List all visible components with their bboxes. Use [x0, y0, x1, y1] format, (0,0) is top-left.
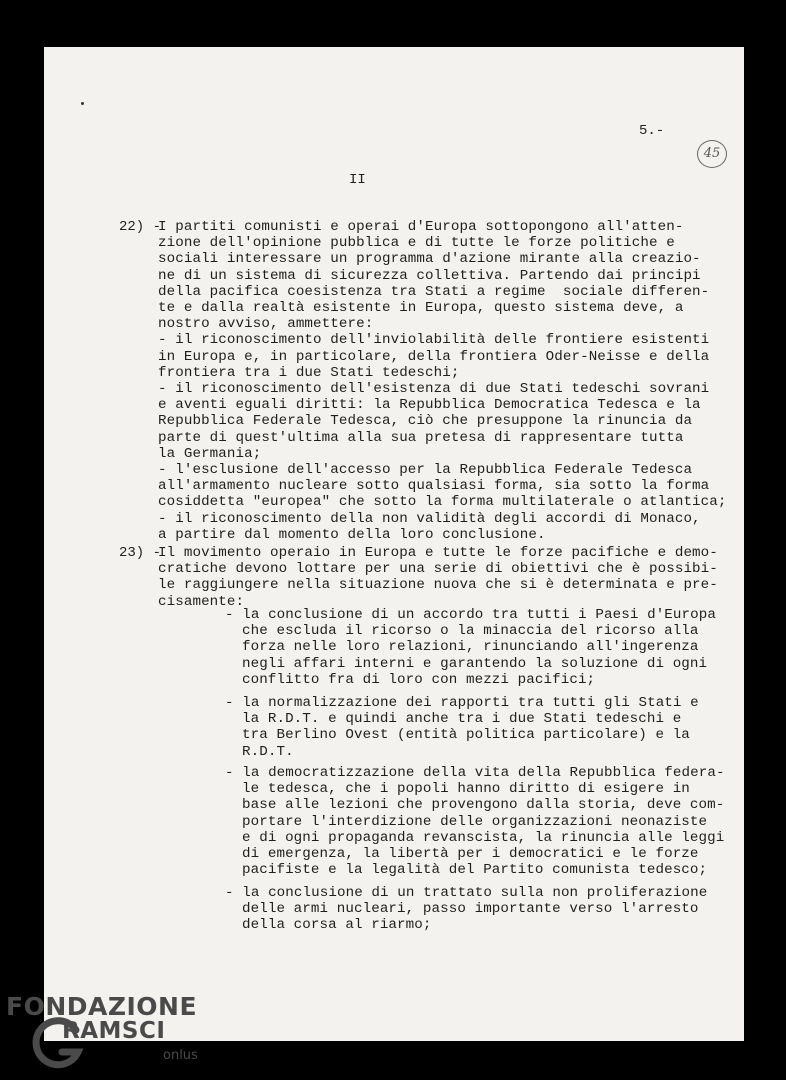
page-number: 5.- [639, 123, 665, 139]
list-item-line: le tedesca, che i popoli hanno diritto di esigere in [242, 781, 690, 798]
text-line: Il movimento operaio in Europa e tutte le forze pacifiche e demo- [158, 545, 718, 561]
list-item-line: forza nelle loro relazioni, rinunciando all'ingerenza [242, 639, 699, 656]
text-line: a partire dal momento della loro conclusione. [158, 526, 546, 543]
list-item-line: - la conclusione di un trattato sulla non proliferazione [225, 885, 708, 901]
list-item-line: - la conclusione di un accordo tra tutti i Paesi d'Europa [225, 607, 716, 623]
list-item-line: conflitto fra di loro con mezzi pacifici; [242, 671, 596, 688]
watermark-line-3: onlus [163, 1048, 198, 1063]
watermark-line-1: FONDAZIONE [6, 992, 198, 1021]
paper-speck [81, 102, 84, 105]
paragraph-number: 22) - [119, 219, 162, 235]
list-item-line: che escluda il ricorso o la minaccia del ricorso alla [242, 623, 699, 640]
text-line: cratiche devono lottare per una serie di obiettivi che è possibi- [158, 561, 718, 578]
list-item-line: e di ogni propaganda revanscista, la rinuncia alle leggi [242, 829, 725, 846]
text-line: sociali interessare un programma d'azione mirante alla creazio- [158, 251, 701, 268]
list-item-line: della corsa al riarmo; [242, 917, 432, 934]
text-line: I partiti comunisti e operai d'Europa sottopongono all'atten- [158, 219, 684, 235]
list-item-line: - la normalizzazione dei rapporti tra tutti gli Stati e [225, 695, 699, 711]
watermark-line-2: RAMSCI [62, 1018, 166, 1044]
list-item-line: tra Berlino Ovest (entità politica particolare) e la [242, 727, 690, 744]
text-line: ne di un sistema di sicurezza collettiva. Partendo dai principi [158, 267, 701, 284]
text-line: in Europa e, in particolare, della frontiera Oder-Neisse e della [158, 348, 710, 365]
text-line: all'armamento nucleare sotto qualsiasi forma, sia sotto la forma [158, 478, 710, 495]
text-line: - il riconoscimento dell'inviolabilità delle frontiere esistenti [158, 332, 710, 349]
list-item-line: portare l'interdizione delle organizzazioni neonaziste [242, 813, 708, 830]
text-line: frontiera tra i due Stati tedeschi; [158, 364, 460, 381]
section-heading: II [349, 172, 366, 188]
text-line: parte di quest'ultima alla sua pretesa di rappresentare tutta [158, 429, 684, 446]
text-line: - il riconoscimento dell'esistenza di due Stati tedeschi sovrani [158, 381, 710, 397]
text-line: nostro avviso, ammettere: [158, 316, 374, 333]
text-line: Repubblica Federale Tedesca, ciò che presuppone la rinuncia da [158, 413, 693, 430]
document-page [44, 47, 744, 1041]
text-line: zione dell'opinione pubblica e di tutte le forze politiche e [158, 235, 675, 252]
list-item-line: negli affari interni e garantendo la soluzione di ogni [242, 655, 708, 672]
text-line: della pacifica coesistenza tra Stati a regime sociale differen- [158, 283, 710, 300]
text-line: te e dalla realtà esistente in Europa, questo sistema deve, a [158, 300, 684, 316]
text-line: cisamente: [158, 593, 245, 610]
text-line: - il riconoscimento della non validità degli accordi di Monaco, [158, 510, 701, 527]
text-line: - l'esclusione dell'accesso per la Repubblica Federale Tedesca [158, 462, 693, 478]
list-item-line: la R.D.T. e quindi anche tra i due Stati tedeschi e [242, 711, 682, 728]
text-line: le raggiungere nella situazione nuova che si è determinata e pre- [158, 577, 718, 594]
list-item-line: di emergenza, la libertà per i democratici e le forze [242, 846, 699, 862]
text-line: la Germania; [158, 445, 262, 462]
text-line: e aventi eguali diritti: la Repubblica Democratica Tedesca e la [158, 397, 701, 414]
list-item-line: delle armi nucleari, passo importante verso l'arresto [242, 901, 699, 918]
list-item-line: pacifiste e la legalità del Partito comunista tedesco; [242, 862, 708, 879]
paragraph-number: 23) - [119, 545, 162, 561]
list-item-line: - la democratizzazione della vita della Repubblica federa- [225, 765, 725, 781]
list-item-line: base alle lezioni che provengono dalla storia, deve com- [242, 797, 725, 814]
list-item-line: R.D.T. [242, 743, 294, 760]
folio-number: 45 [697, 140, 727, 168]
fondazione-gramsci-watermark [6, 992, 206, 1076]
text-line: cosiddetta "europea" che sotto la forma multilaterale o atlantica; [158, 494, 727, 511]
